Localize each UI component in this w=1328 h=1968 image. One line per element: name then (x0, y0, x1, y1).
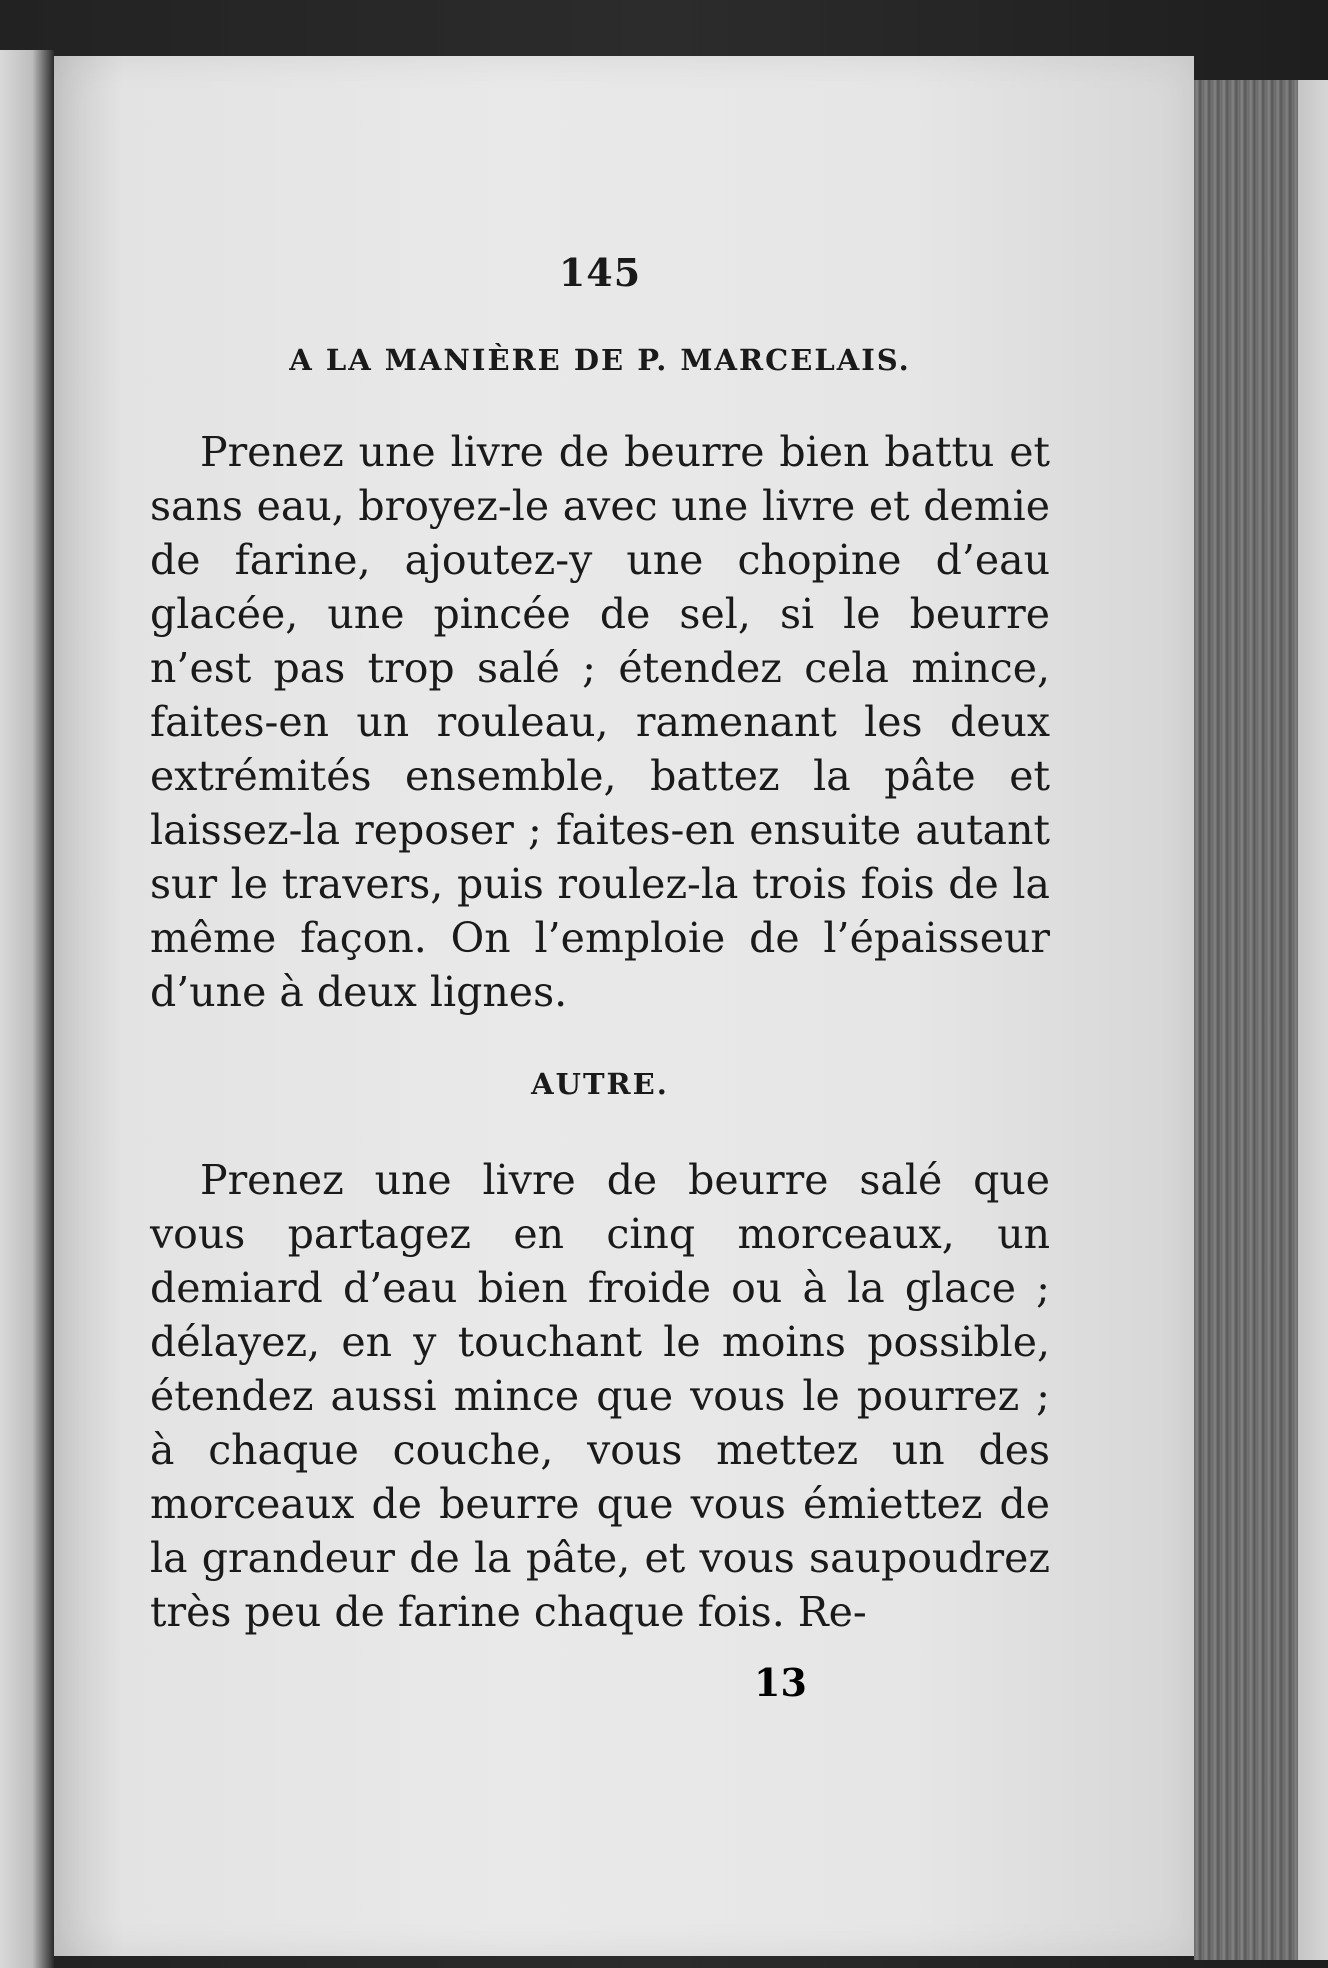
page-stack-edge (1194, 80, 1298, 1960)
section-text-autre: Prenez une livre de beurre salé que vous partagez en cinq morceaux, un demiard d’eau bien froide ou à la glace ; délayez, en y touchant le moins possible, étendez aussi mince que vous le pourrez ; à chaque couche, vous mettez un des morceaux de beurre que vous émiettez de la grandeur de la pâte, et vous saupoudrez très peu de farine chaque fois. Re- (150, 1156, 1050, 1636)
page-content (150, 196, 1050, 1639)
section-heading-autre: AUTRE. (531, 1067, 669, 1101)
book-page (54, 56, 1194, 1956)
section-text-marcelais: Prenez une livre de beurre bien battu et sans eau, broyez-le avec une livre et demie de farine, ajoutez-y une chopine d’eau glacée, une pincée de sel, si le beurre n’est pas trop salé ; étendez cela mince, faites-en un rouleau, ramenant les deux extrémités ensemble, battez la pâte et laissez-la reposer ; faites-en ensuite autant sur le travers, puis roulez-la trois fois de la même façon. On l’emploie de l’épaisseur d’une à deux lignes. (150, 428, 1050, 1016)
signature-mark: 13 (754, 1660, 807, 1705)
section-heading-marcelais: A LA MANIÈRE DE P. MARCELAIS. (289, 343, 911, 377)
left-page-edge (0, 50, 54, 1968)
page-number: 145 (558, 250, 642, 295)
